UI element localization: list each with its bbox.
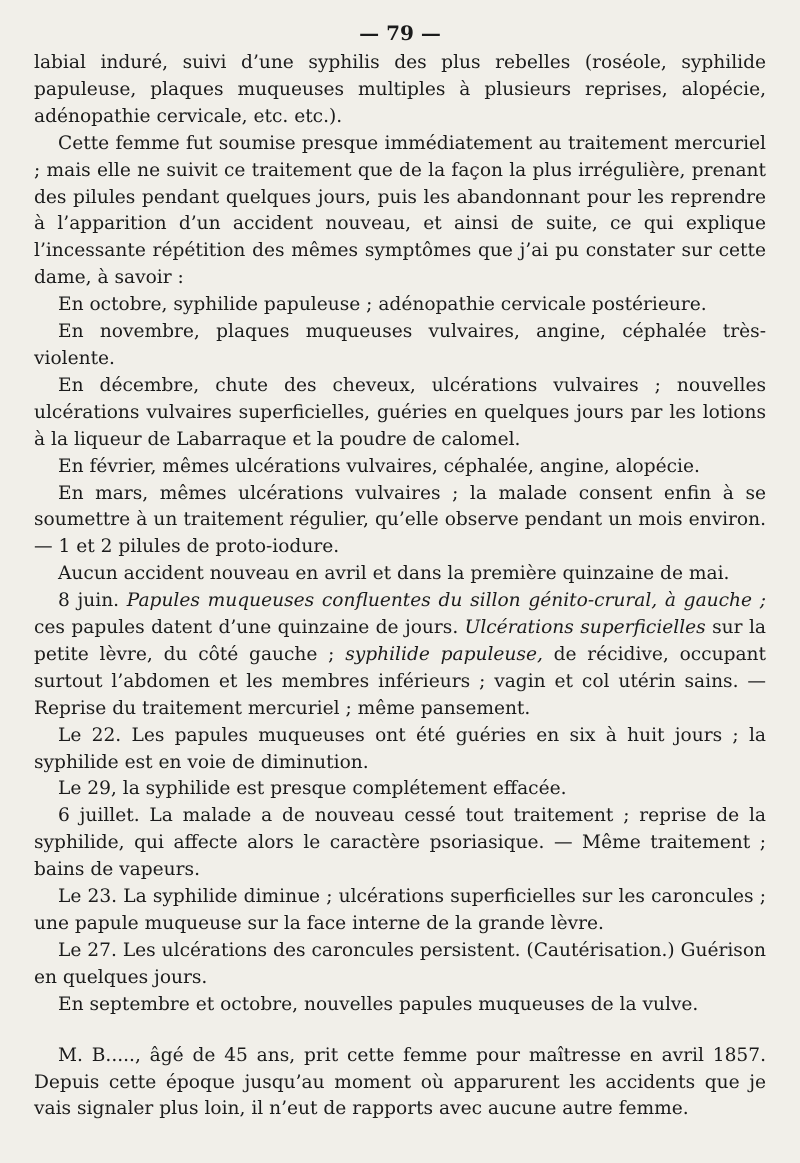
paragraph-mr-b: M. B....., âgé de 45 ans, prit cette femme pour maîtresse en avril 1857. Depuis cette époque jusqu’au moment où apparurent les accidents que je vais signaler plus loin, il n’eut de rapports avec aucune autre femme.: [34, 1044, 766, 1120]
paragraph-july-6: 6 juillet. La malade a de nouveau cessé tout traitement ; reprise de la syphilide, qui affecte alors le caractère psoriasique. — Même traitement ; bains de vapeurs.: [34, 805, 766, 881]
paragraph-june-29: Le 29, la syphilide est presque complétement effacée.: [58, 778, 567, 800]
paragraph-june-22: Le 22. Les papules muqueuses ont été guéries en six à huit jours ; la syphilide est en voie de diminution.: [34, 724, 766, 773]
june-8-italic-2: Ulcérations superficielles: [464, 617, 706, 639]
paragraph-march: En mars, mêmes ulcérations vulvaires ; la malade consent enfin à se soumettre à un traitement régulier, qu’elle observe pendant un mois environ. — 1 et 2 pilules de proto-iodure.: [34, 482, 766, 558]
page-number: — 79 —: [359, 21, 441, 45]
paragraph-february: En février, mêmes ulcérations vulvaires, céphalée, angine, alopécie.: [58, 455, 700, 477]
paragraph-december: En décembre, chute des cheveux, ulcérations vulvaires ; nouvelles ulcérations vulvaires superficielles, guéries en quelques jours par les lotions à la liqueur de Labarraque et la poudre de calomel.: [34, 374, 766, 450]
june-8-text-2: ces papules datent d’une quinzaine de jours.: [34, 617, 465, 639]
paragraph-treatment: Cette femme fut soumise presque immédiatement au traitement mercuriel ; mais elle ne suivit ce traitement que de la façon la plus irrégulière, prenant des pilules pendant quelques jours, puis les abandonnant pour les reprendre à l’apparition d’un accident nouveau, et ainsi de suite, ce qui explique l’incessante répétition des mêmes symptômes que j’ai pu constater sur cette dame, à savoir :: [34, 132, 766, 289]
paragraph-july-27: Le 27. Les ulcérations des caroncules persistent. (Cautérisation.) Guérison en quelques jours.: [34, 939, 766, 988]
june-8-italic-1: Papules muqueuses confluentes du sillon génito-crural, à gauche ;: [126, 590, 766, 612]
paragraph-july-23: Le 23. La syphilide diminue ; ulcérations superficielles sur les caroncules ; une papule muqueuse sur la face interne de la grande lèvre.: [34, 886, 766, 934]
june-8-text-4: de récidive, occupant surtout l’abdomen et les membres inférieurs ; vagin et col utérin sains. — Reprise du traitement mercuriel ; même pansement.: [34, 643, 767, 719]
paragraph-september-october: En septembre et octobre, nouvelles papules muqueuses de la vulve.: [58, 993, 699, 1015]
section-gap: [34, 1019, 766, 1043]
paragraph-november: En novembre, plaques muqueuses vulvaires, angine, céphalée très-violente.: [34, 321, 766, 369]
june-8-text-3: sur la petite lèvre, du côté gauche ;: [34, 617, 766, 665]
june-8-text-1: 8 juin.: [58, 590, 127, 612]
paragraph-october: En octobre, syphilide papuleuse ; adénopathie cervicale postérieure.: [58, 294, 707, 316]
paragraph-june-8: [34, 588, 766, 723]
paragraph-continuation: labial induré, suivi d’une syphilis des plus rebelles (roséole, syphilide papuleuse, plaques muqueuses multiples à plusieurs reprises, alopécie, adénopathie cervicale, etc. etc.).: [34, 52, 766, 127]
paragraph-april-may: Aucun accident nouveau en avril et dans la première quinzaine de mai.: [58, 563, 730, 585]
june-8-italic-3: syphilide papuleuse,: [345, 643, 543, 665]
